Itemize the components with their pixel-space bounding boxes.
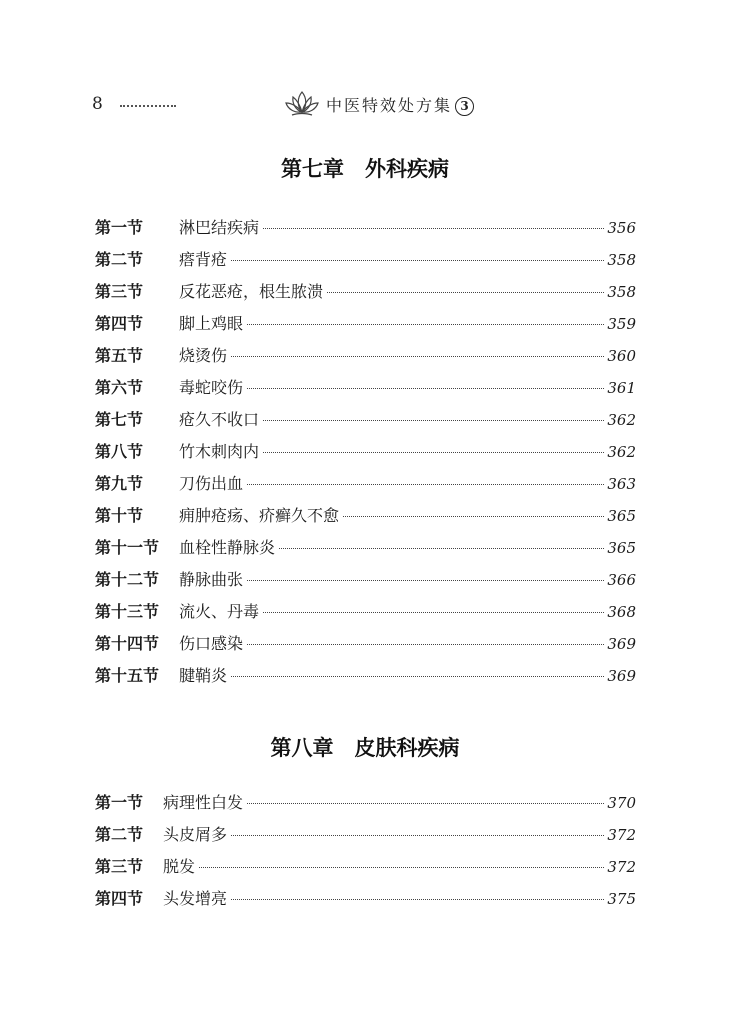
section-label: 第八节 bbox=[95, 442, 144, 461]
dot-leader bbox=[247, 484, 604, 485]
toc-entry[interactable] bbox=[95, 599, 636, 631]
section-label: 第三节 bbox=[95, 857, 144, 876]
chapter-7-toc bbox=[95, 215, 636, 695]
dot-leader bbox=[247, 580, 604, 581]
section-title: 脱发 bbox=[163, 857, 196, 876]
page-ref: 363 bbox=[607, 475, 636, 493]
dot-leader bbox=[231, 676, 604, 677]
page-ref: 366 bbox=[607, 571, 636, 589]
section-title: 瘩背疮 bbox=[179, 250, 228, 269]
section-label: 第六节 bbox=[95, 378, 144, 397]
page-ref: 369 bbox=[607, 667, 636, 685]
dot-leader bbox=[263, 420, 604, 421]
chapter-8-toc bbox=[95, 790, 636, 918]
page-ref: 362 bbox=[607, 411, 636, 429]
toc-entry[interactable] bbox=[95, 215, 636, 247]
header-dotted-rule bbox=[120, 105, 176, 107]
section-title: 伤口感染 bbox=[179, 634, 244, 653]
page-ref: 370 bbox=[607, 794, 636, 812]
page-number: 8 bbox=[92, 94, 103, 114]
page-ref: 372 bbox=[607, 826, 636, 844]
section-title: 竹木刺肉内 bbox=[179, 442, 260, 461]
section-title: 腱鞘炎 bbox=[179, 666, 228, 685]
section-label: 第十四节 bbox=[95, 634, 160, 653]
toc-entry[interactable] bbox=[95, 822, 636, 854]
toc-entry[interactable] bbox=[95, 631, 636, 663]
dot-leader bbox=[263, 612, 604, 613]
toc-entry[interactable] bbox=[95, 279, 636, 311]
section-label: 第五节 bbox=[95, 346, 144, 365]
page-ref: 358 bbox=[607, 283, 636, 301]
book-title bbox=[326, 93, 474, 116]
dot-leader bbox=[263, 452, 604, 453]
section-label: 第二节 bbox=[95, 250, 144, 269]
section-title: 烧烫伤 bbox=[179, 346, 228, 365]
section-title: 头皮屑多 bbox=[163, 825, 228, 844]
section-title: 毒蛇咬伤 bbox=[179, 378, 244, 397]
section-label: 第四节 bbox=[95, 889, 144, 908]
page-ref: 365 bbox=[607, 507, 636, 525]
page-ref: 365 bbox=[607, 539, 636, 557]
section-title: 疮久不收口 bbox=[179, 410, 260, 429]
dot-leader bbox=[343, 516, 604, 517]
page-ref: 360 bbox=[607, 347, 636, 365]
dot-leader bbox=[247, 644, 604, 645]
toc-entry[interactable] bbox=[95, 886, 636, 918]
section-title: 痈肿疮疡、疥癣久不愈 bbox=[179, 506, 340, 525]
page-ref: 375 bbox=[607, 890, 636, 908]
toc-entry[interactable] bbox=[95, 407, 636, 439]
toc-entry[interactable] bbox=[95, 535, 636, 567]
dot-leader bbox=[231, 356, 604, 357]
section-label: 第十二节 bbox=[95, 570, 160, 589]
dot-leader bbox=[327, 292, 604, 293]
dot-leader bbox=[231, 260, 604, 261]
section-label: 第一节 bbox=[95, 793, 144, 812]
section-label: 第七节 bbox=[95, 410, 144, 429]
section-label: 第十一节 bbox=[95, 538, 160, 557]
section-label: 第十节 bbox=[95, 506, 144, 525]
toc-entry[interactable] bbox=[95, 471, 636, 503]
section-title: 刀伤出血 bbox=[179, 474, 244, 493]
toc-entry[interactable] bbox=[95, 247, 636, 279]
page-ref: 368 bbox=[607, 603, 636, 621]
dot-leader bbox=[199, 867, 604, 868]
page-ref: 372 bbox=[607, 858, 636, 876]
page-ref: 362 bbox=[607, 443, 636, 461]
toc-entry[interactable] bbox=[95, 439, 636, 471]
section-label: 第二节 bbox=[95, 825, 144, 844]
book-title-text: 中医特效处方集 bbox=[326, 96, 453, 115]
dot-leader bbox=[263, 228, 604, 229]
dot-leader bbox=[247, 324, 604, 325]
chapter-7-title: 第七章 外科疾病 bbox=[281, 156, 449, 181]
toc-entry[interactable] bbox=[95, 375, 636, 407]
toc-entry[interactable] bbox=[95, 343, 636, 375]
volume-number: 3 bbox=[455, 97, 474, 116]
toc-entry[interactable] bbox=[95, 663, 636, 695]
dot-leader bbox=[247, 388, 604, 389]
section-title: 血栓性静脉炎 bbox=[179, 538, 276, 557]
chapter-8-title: 第八章 皮肤科疾病 bbox=[270, 735, 460, 760]
section-title: 脚上鸡眼 bbox=[179, 314, 244, 333]
dot-leader bbox=[279, 548, 604, 549]
lotus-icon bbox=[284, 88, 320, 118]
section-label: 第一节 bbox=[95, 218, 144, 237]
page-ref: 361 bbox=[607, 379, 636, 397]
section-label: 第四节 bbox=[95, 314, 144, 333]
section-title: 流火、丹毒 bbox=[179, 602, 260, 621]
page-ref: 359 bbox=[607, 315, 636, 333]
section-title: 头发增亮 bbox=[163, 889, 228, 908]
toc-entry[interactable] bbox=[95, 854, 636, 886]
toc-entry[interactable] bbox=[95, 790, 636, 822]
page-ref: 358 bbox=[607, 251, 636, 269]
section-title: 静脉曲张 bbox=[179, 570, 244, 589]
page-ref: 356 bbox=[607, 219, 636, 237]
dot-leader bbox=[231, 835, 604, 836]
section-label: 第九节 bbox=[95, 474, 144, 493]
page-ref: 369 bbox=[607, 635, 636, 653]
section-title: 淋巴结疾病 bbox=[179, 218, 260, 237]
toc-entry[interactable] bbox=[95, 567, 636, 599]
section-label: 第三节 bbox=[95, 282, 144, 301]
section-title: 病理性白发 bbox=[163, 793, 244, 812]
dot-leader bbox=[247, 803, 604, 804]
section-label: 第十五节 bbox=[95, 666, 160, 685]
toc-entry[interactable] bbox=[95, 311, 636, 343]
section-label: 第十三节 bbox=[95, 602, 160, 621]
dot-leader bbox=[231, 899, 604, 900]
toc-entry[interactable] bbox=[95, 503, 636, 535]
section-title: 反花恶疮，根生脓溃 bbox=[179, 282, 324, 301]
running-header bbox=[0, 88, 730, 122]
